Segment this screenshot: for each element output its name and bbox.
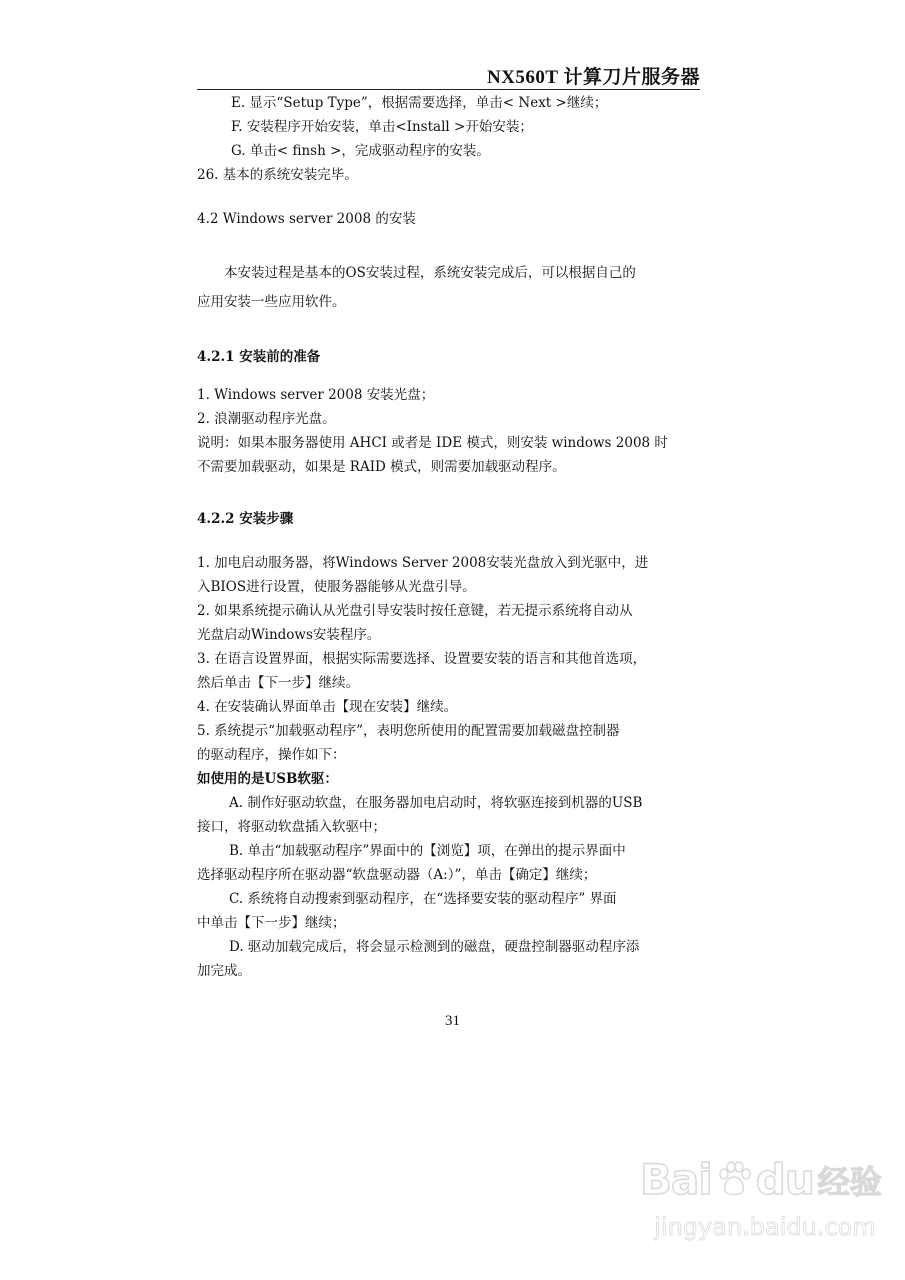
- substep-a-line2: 接口，将驱动软盘插入软驱中；: [197, 819, 386, 835]
- page-header-title: NX560T 计算刀片服务器: [486, 67, 700, 88]
- prep-item-2: 2. 浪潮驱动程序光盘。: [197, 411, 336, 427]
- prep-note-line1: 说明：如果本服务器使用 AHCI 或者是 IDE 模式，则安装 windows 2008 时: [197, 435, 668, 451]
- watermark-brand: Bai: [640, 1155, 712, 1204]
- prep-note-line2: 不需要加载驱动，如果是 RAID 模式，则需要加载驱动程序。: [197, 459, 566, 475]
- substep-b-line2: 选择驱动程序所在驱动器“软盘驱动器（A:）”，单击【确定】继续；: [197, 867, 597, 883]
- substep-d-line2: 加完成。: [197, 963, 251, 979]
- install-step-2-line2: 光盘启动Windows安装程序。: [197, 627, 381, 643]
- section-4-2-title: 4.2 Windows server 2008 的安装: [197, 211, 416, 227]
- watermark-brand-suffix: du: [755, 1155, 814, 1204]
- section-4-2-intro-line2: 应用安装一些应用软件。: [197, 294, 346, 310]
- install-step-5-line2: 的驱动程序，操作如下：: [197, 747, 346, 763]
- page-number: 31: [445, 1013, 460, 1029]
- install-step-5-line1: 5. 系统提示“加载驱动程序”，表明您所使用的配置需要加载磁盘控制器: [197, 723, 620, 739]
- step-e: E. 显示“Setup Type”，根据需要选择，单击< Next >继续；: [231, 95, 608, 111]
- install-step-3-line2: 然后单击【下一步】继续。: [197, 675, 359, 691]
- header-rule: [197, 89, 700, 90]
- install-step-2-line1: 2. 如果系统提示确认从光盘引导安装时按任意键，若无提示系统将自动从: [197, 603, 633, 619]
- substep-a-line1: A. 制作好驱动软盘，在服务器加电启动时，将软驱连接到机器的USB: [229, 795, 643, 811]
- document-body: [197, 91, 709, 983]
- usb-floppy-heading: 如使用的是USB软驱：: [197, 771, 338, 787]
- install-step-3-line1: 3. 在语言设置界面，根据实际需要选择、设置要安装的语言和其他首选项，: [197, 651, 647, 667]
- substep-c-line1: C. 系统将自动搜索到驱动程序，在“选择要安装的驱动程序” 界面: [229, 891, 617, 907]
- install-step-1-line2: 入BIOS进行设置，使服务器能够从光盘引导。: [197, 579, 476, 595]
- step-g: G. 单击< finsh >，完成驱动程序的安装。: [231, 143, 490, 159]
- substep-d-line1: D. 驱动加载完成后，将会显示检测到的磁盘，硬盘控制器驱动程序添: [229, 939, 640, 955]
- section-4-2-intro-line1: 本安装过程是基本的OS安装过程，系统安装完成后，可以根据自己的: [224, 265, 636, 281]
- baidu-jingyan-watermark: [640, 1135, 890, 1255]
- watermark-url: jingyan.baidu.com: [654, 1213, 876, 1241]
- section-4-2-1-title: 4.2.1 安装前的准备: [197, 349, 321, 365]
- prep-item-1: 1. Windows server 2008 安装光盘；: [197, 387, 435, 403]
- section-4-2-2-title: 4.2.2 安装步骤: [197, 511, 294, 527]
- step-f: F. 安装程序开始安装，单击<Install >开始安装；: [231, 119, 533, 135]
- install-step-1-line1: 1. 加电启动服务器，将Windows Server 2008安装光盘放入到光驱中，进: [197, 555, 649, 571]
- substep-b-line1: B. 单击“加载驱动程序”界面中的【浏览】项，在弹出的提示界面中: [229, 843, 626, 859]
- substep-c-line2: 中单击【下一步】继续；: [197, 915, 346, 931]
- watermark-product: 经验: [817, 1162, 882, 1201]
- install-step-4: 4. 在安装确认界面单击【现在安装】继续。: [197, 699, 458, 715]
- step-26: 26. 基本的系统安装完毕。: [197, 167, 358, 183]
- paw-icon: [714, 1160, 754, 1200]
